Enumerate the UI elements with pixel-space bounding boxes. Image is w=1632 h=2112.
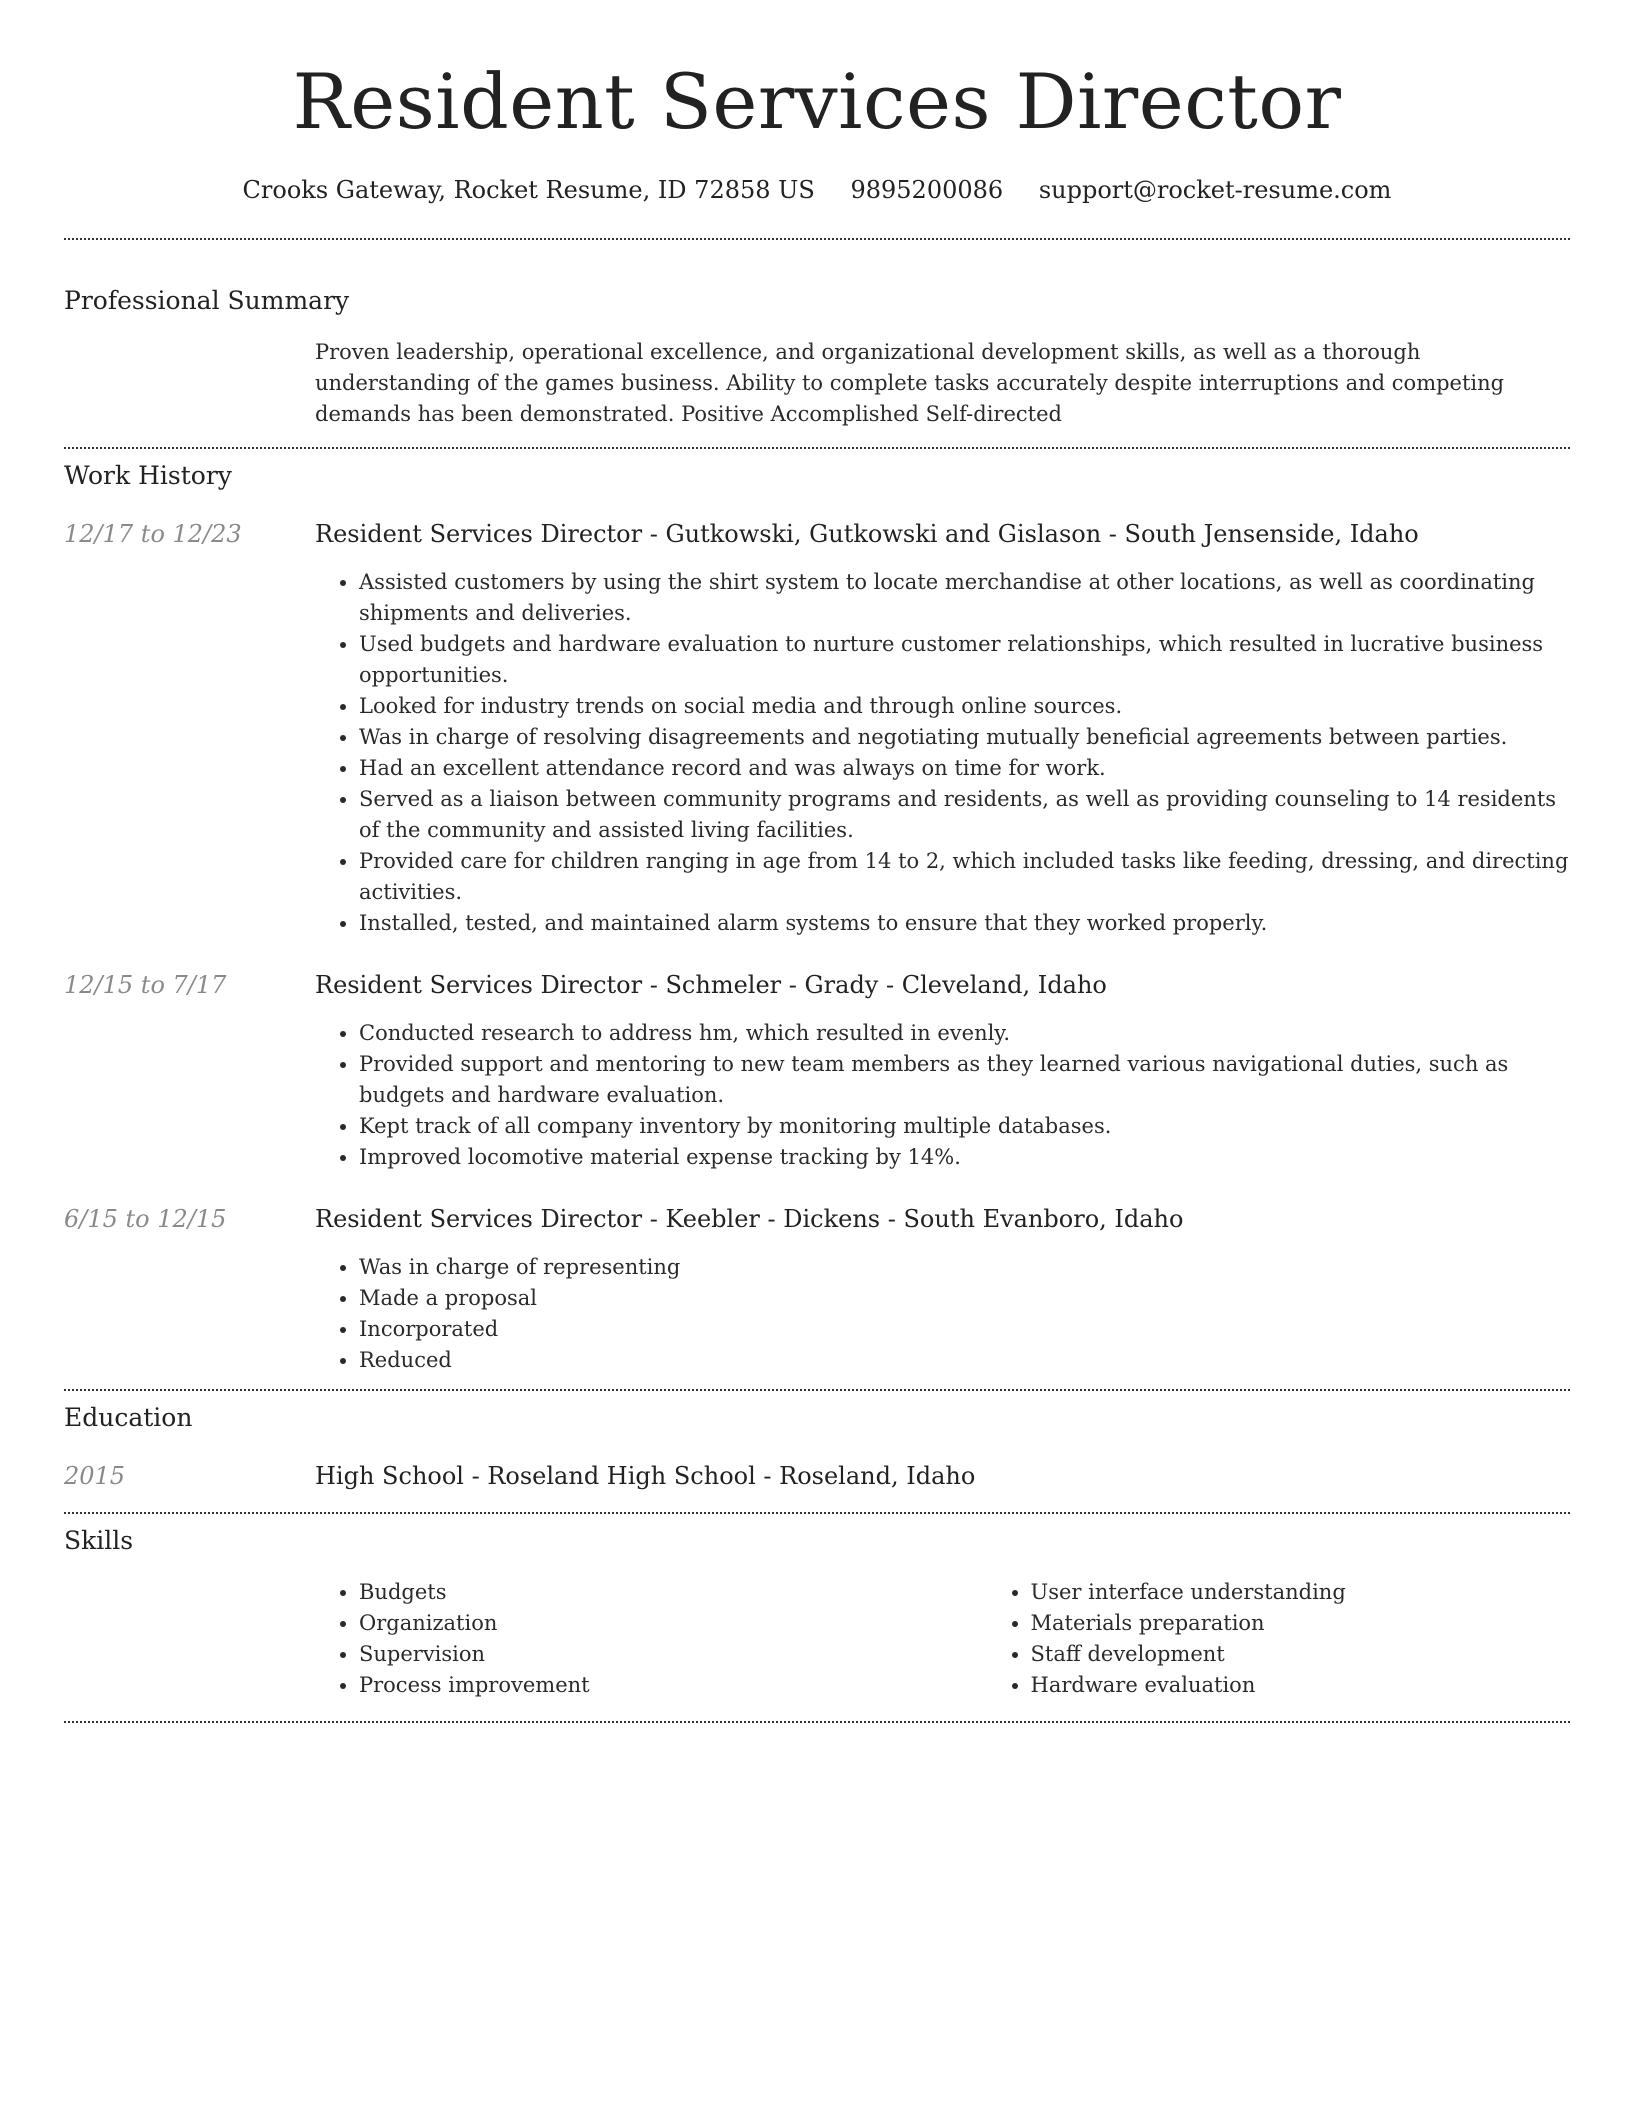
- education-year: 2015: [64, 1462, 126, 1490]
- skill-item: • Staff development: [1031, 1639, 1632, 1670]
- list-item: • Served as a liaison between community programs and residents, as well as providing counseling to 14 residents of the community and assisted living facilities.: [359, 784, 1570, 846]
- divider: [64, 238, 1570, 240]
- education-section: [64, 1402, 1570, 1492]
- resume-page: [64, 0, 1570, 1723]
- list-item: • Made a proposal: [359, 1283, 1570, 1314]
- list-item: • Installed, tested, and maintained alarm systems to ensure that they worked properly.: [359, 908, 1570, 939]
- contact-line: [64, 174, 1570, 206]
- job-heading: Resident Services Director - Schmeler - Grady - Cleveland, Idaho: [315, 971, 1107, 999]
- skills-list-left: [315, 1577, 987, 1701]
- section-title-work: Work History: [64, 461, 232, 490]
- job-bullets: [315, 1252, 1570, 1376]
- skills-section: [64, 1525, 1570, 1701]
- job-entry: [64, 969, 1570, 1173]
- email: support@rocket-resume.com: [1038, 176, 1392, 204]
- skill-item: • Process improvement: [359, 1670, 987, 1701]
- list-item: • Assisted customers by using the shirt system to locate merchandise at other locations, as well as coordinating shipments and deliveries.: [359, 567, 1570, 629]
- education-heading: High School - Roseland High School - Roseland, Idaho: [315, 1462, 976, 1490]
- divider: [64, 447, 1570, 449]
- job-dates: 12/17 to 12/23: [64, 520, 242, 548]
- phone: 9895200086: [850, 176, 1004, 204]
- list-item: • Incorporated: [359, 1314, 1570, 1345]
- candidate-name: Resident Services Director: [292, 57, 1342, 146]
- skill-item: • Supervision: [359, 1639, 987, 1670]
- job-entry: [64, 1203, 1570, 1376]
- address: Crooks Gateway, Rocket Resume, ID 72858 US: [242, 176, 815, 204]
- list-item: • Kept track of all company inventory by monitoring multiple databases.: [359, 1111, 1570, 1142]
- divider: [64, 1721, 1570, 1723]
- skill-item: • Budgets: [359, 1577, 987, 1608]
- skill-item: • Organization: [359, 1608, 987, 1639]
- summary-section: [64, 285, 1570, 430]
- job-entry: [64, 518, 1570, 939]
- divider: [64, 1512, 1570, 1514]
- list-item: • Was in charge of resolving disagreements and negotiating mutually beneficial agreements between parties.: [359, 722, 1570, 753]
- skill-item: • Materials preparation: [1031, 1608, 1632, 1639]
- list-item: • Used budgets and hardware evaluation to nurture customer relationships, which resulted in lucrative business opportunities.: [359, 629, 1570, 691]
- work-history-section: [64, 460, 1570, 1376]
- list-item: • Reduced: [359, 1345, 1570, 1376]
- skills-list-right: [987, 1577, 1632, 1701]
- list-item: • Improved locomotive material expense tracking by 14%.: [359, 1142, 1570, 1173]
- education-entry: [64, 1460, 1570, 1492]
- job-bullets: [315, 567, 1570, 939]
- list-item: • Was in charge of representing: [359, 1252, 1570, 1283]
- job-heading: Resident Services Director - Keebler - Dickens - South Evanboro, Idaho: [315, 1205, 1184, 1233]
- job-bullets: [315, 1018, 1570, 1173]
- section-title-education: Education: [64, 1403, 193, 1432]
- list-item: • Had an excellent attendance record and was always on time for work.: [359, 753, 1570, 784]
- skill-item: • User interface understanding: [1031, 1577, 1632, 1608]
- skill-item: • Hardware evaluation: [1031, 1670, 1632, 1701]
- job-dates: 12/15 to 7/17: [64, 971, 227, 999]
- job-heading: Resident Services Director - Gutkowski, Gutkowski and Gislason - South Jensenside, Idaho: [315, 520, 1419, 548]
- list-item: • Conducted research to address hm, which resulted in evenly.: [359, 1018, 1570, 1049]
- section-title-skills: Skills: [64, 1526, 134, 1555]
- job-dates: 6/15 to 12/15: [64, 1205, 227, 1233]
- divider: [64, 1389, 1570, 1391]
- section-title-summary: Professional Summary: [64, 286, 350, 315]
- list-item: • Looked for industry trends on social media and through online sources.: [359, 691, 1570, 722]
- list-item: • Provided care for children ranging in age from 14 to 2, which included tasks like feeding, dressing, and directing activities.: [359, 846, 1570, 908]
- summary-text: Proven leadership, operational excellence, and organizational development skills, as well as a thorough understanding of the games business. Ability to complete tasks accurately despite interruptions and competing demands has been demonstrated. Positive Accomplished Self-directed: [315, 340, 1505, 426]
- list-item: • Provided support and mentoring to new team members as they learned various navigational duties, such as budgets and hardware evaluation.: [359, 1049, 1570, 1111]
